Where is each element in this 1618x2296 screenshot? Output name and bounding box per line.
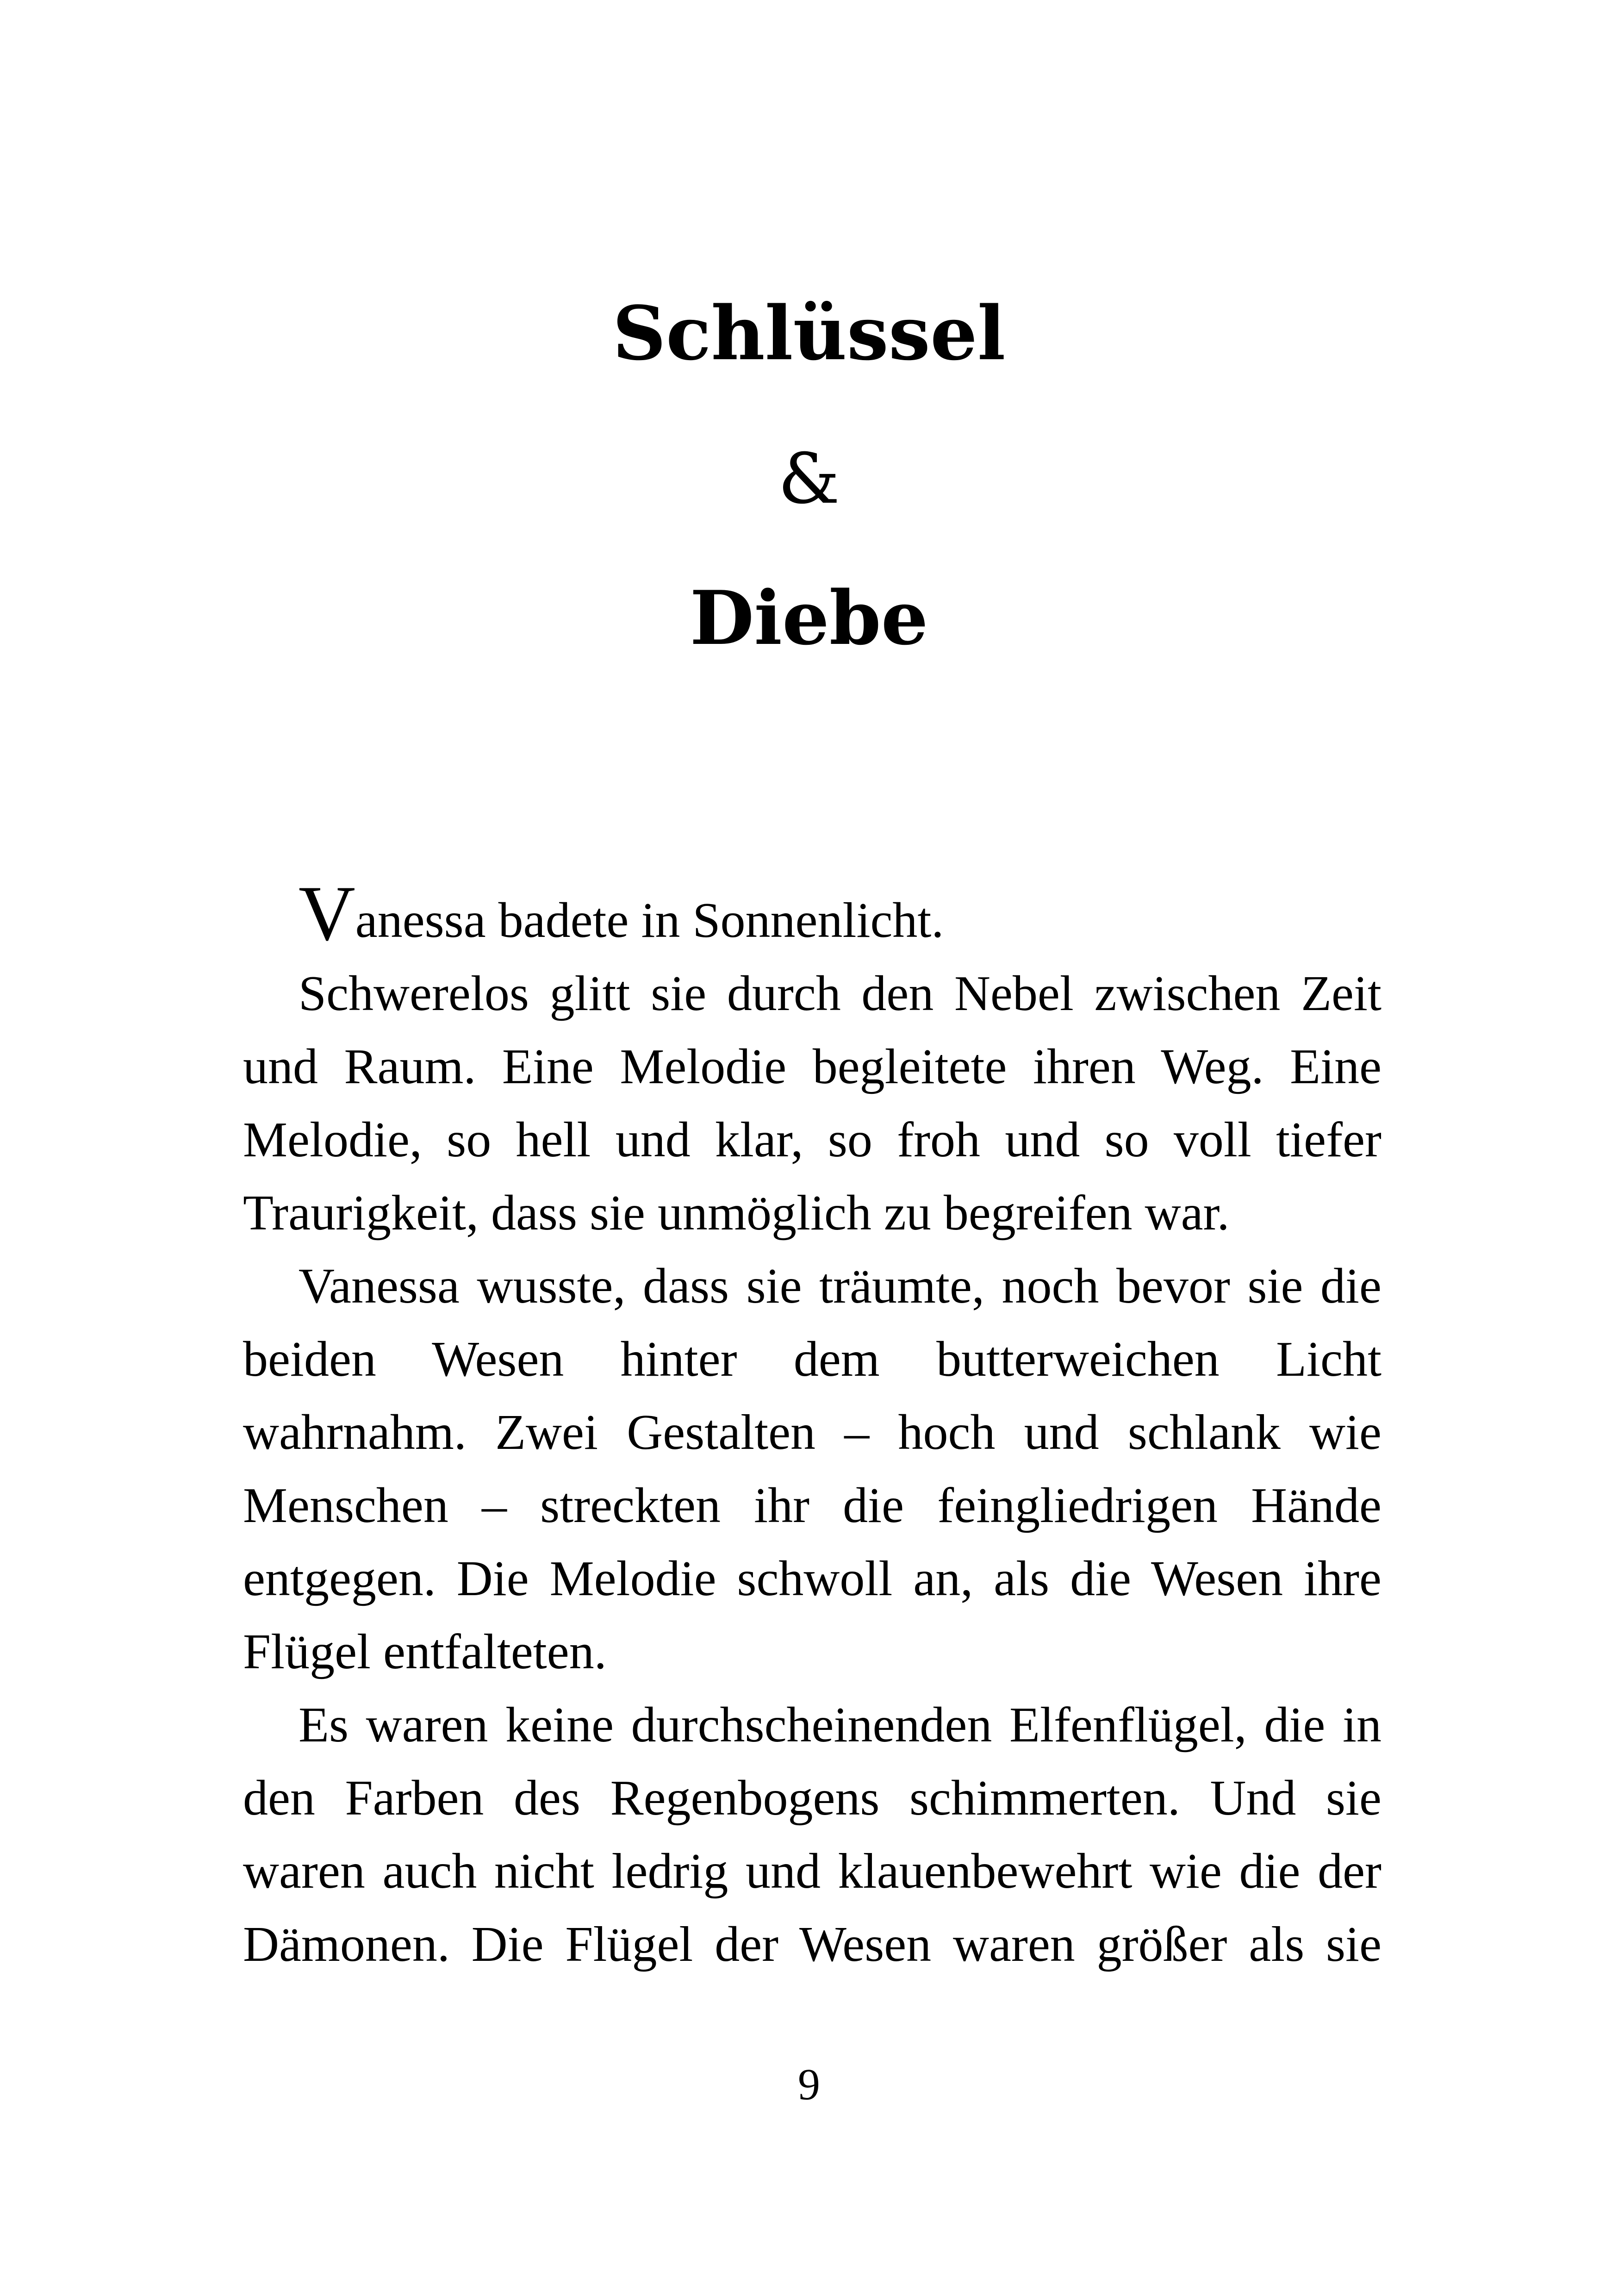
chapter-body xyxy=(243,870,1382,1981)
page-number: 9 xyxy=(798,2059,820,2109)
chapter-title-line-2: Diebe xyxy=(690,574,928,661)
initial-letter: V xyxy=(299,870,355,957)
chapter-title-ampersand: & xyxy=(778,439,840,519)
paragraph-4: Es waren keine durchscheinenden Elfenflügel, die in den Farben des Regenbogens schimmerten. Und sie waren auch nicht ledrig und klauenbewehrt wie die der Dämonen. Die Flügel der Wesen waren größer als sie xyxy=(243,1697,1382,1972)
paragraph-1 xyxy=(243,870,1382,957)
paragraph-1-text: anessa badete in Sonnenlicht. xyxy=(355,893,944,948)
paragraph-3: Vanessa wusste, dass sie träumte, noch bevor sie die beiden Wesen hinter dem butterweichen Licht wahrnahm. Zwei Gestalten – hoch und schlank wie Menschen – streckten ihr die feingliedrigen Hände entgegen. Die Melodie schwoll an, als die Wesen ihre Flügel entfalteten. xyxy=(243,1259,1382,1679)
chapter-title-line-1: Schlüssel xyxy=(612,290,1006,377)
paragraph-2: Schwerelos glitt sie durch den Nebel zwischen Zeit und Raum. Eine Melodie begleitete ihren Weg. Eine Melodie, so hell und klar, so froh und so voll tiefer Traurigkeit, dass sie unmöglich zu begreifen war. xyxy=(243,966,1382,1241)
